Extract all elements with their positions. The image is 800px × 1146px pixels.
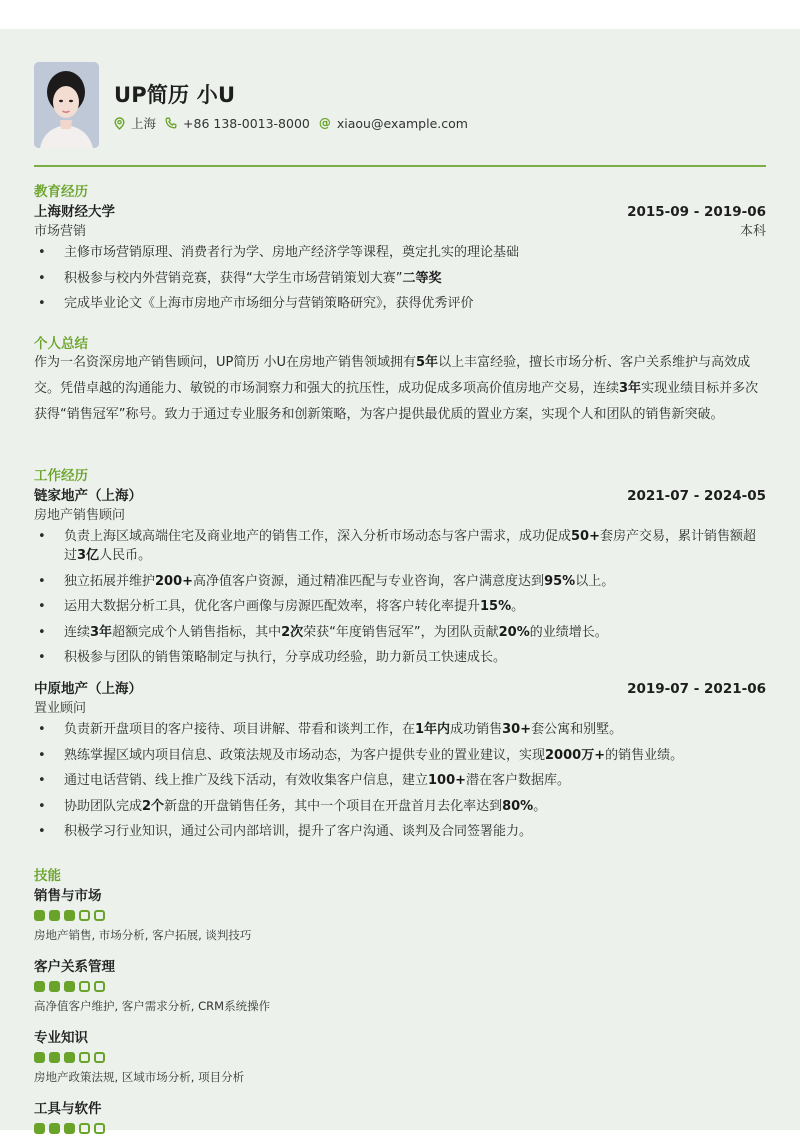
list-item: • 完成毕业论文《上海市房地产市场细分与营销策略研究》，获得优秀评价 <box>34 294 766 313</box>
portrait-icon <box>34 62 99 148</box>
job-entry <box>34 677 766 841</box>
summary-title: 个人总结 <box>34 336 88 352</box>
skill-keywords: 高净值客户维护, 客户需求分析, CRM系统操作 <box>34 999 271 1013</box>
rating-dot-empty <box>94 910 105 921</box>
major: 市场营销 <box>34 224 87 239</box>
skills-section <box>34 864 766 1146</box>
rating-dot-filled <box>49 1123 60 1134</box>
list-item: • 连续3年超额完成个人销售指标，其中2次荣获“年度销售冠军”，为团队贡献20%的业绩增长。 <box>34 623 766 642</box>
work-title: 工作经历 <box>34 468 88 484</box>
job-header-row <box>34 484 766 504</box>
job-bullets <box>34 720 766 841</box>
rating-dot-filled <box>64 1052 75 1063</box>
resume-page <box>0 29 800 1130</box>
rating-dot-empty <box>94 981 105 992</box>
degree: 本科 <box>739 224 766 239</box>
skill-name: 客户关系管理 <box>34 959 115 975</box>
job-header-row <box>34 677 766 697</box>
school-name: 上海财经大学 <box>34 204 115 220</box>
skill-level-rating <box>34 910 766 921</box>
list-item: • 独立拓展并维护200+高净值客户资源，通过精准匹配与专业咨询，客户满意度达到95%以上。 <box>34 572 766 591</box>
skills-title: 技能 <box>34 868 61 884</box>
rating-dot-filled <box>34 1052 45 1063</box>
list-item: • 协助团队完成2个新盘的开盘销售任务，其中一个项目在开盘首月去化率达到80%。 <box>34 797 766 816</box>
company-name: 中原地产（上海） <box>34 681 142 697</box>
candidate-name: UP简历 小U <box>114 83 236 107</box>
skill-item <box>34 1097 766 1134</box>
skill-level-rating <box>34 1052 766 1063</box>
job-dates: 2019-07 - 2021-06 <box>627 681 766 697</box>
list-item: • 运用大数据分析工具，优化客户画像与房源匹配效率，将客户转化率提升15%。 <box>34 597 766 616</box>
rating-dot-filled <box>49 981 60 992</box>
skill-name: 销售与市场 <box>34 888 102 904</box>
rating-dot-filled <box>34 981 45 992</box>
rating-dot-filled <box>34 1123 45 1134</box>
rating-dot-empty <box>94 1052 105 1063</box>
contact-info <box>114 114 477 132</box>
summary-text: 作为一名资深房地产销售顾问，UP简历 小U在房地产销售领域拥有5年以上丰富经验，擅长市场分析、客户关系维护与高效成交。凭借卓越的沟通能力、敏锐的市场洞察力和强大的抗压性，成功促成多项高价值房地产交易，连续3年实现业绩目标并多次获得“销售冠军”称号。致力于通过专业服务和创新策略，为客户提供最优质的置业方案，实现个人和团队的销售新突破。 <box>34 355 759 422</box>
at-sign-icon: @ <box>318 116 331 130</box>
email-text[interactable]: xiaou@example.com <box>336 115 468 131</box>
skill-item <box>34 955 766 1014</box>
education-section <box>34 180 766 320</box>
rating-dot-filled <box>64 910 75 921</box>
header-divider <box>34 165 766 167</box>
skill-keywords: 房地产政策法规, 区域市场分析, 项目分析 <box>34 1070 245 1084</box>
work-section <box>34 464 766 848</box>
skill-name: 专业知识 <box>34 1030 88 1046</box>
rating-dot-filled <box>64 1123 75 1134</box>
job-entry <box>34 484 766 667</box>
rating-dot-empty <box>79 981 90 992</box>
rating-dot-empty <box>79 1123 90 1134</box>
company-name: 链家地产（上海） <box>34 488 142 504</box>
top-margin <box>0 0 800 29</box>
education-dates: 2015-09 - 2019-06 <box>627 204 766 220</box>
list-item: • 负责新开盘项目的客户接待、项目讲解、带看和谈判工作，在1年内成功销售30+套公寓和别墅。 <box>34 720 766 739</box>
job-role: 房地产销售顾问 <box>34 508 126 523</box>
resume-header <box>34 62 766 152</box>
profile-photo <box>34 62 99 148</box>
phone-icon <box>165 117 177 129</box>
rating-dot-empty <box>79 1052 90 1063</box>
location-pin-icon <box>114 117 125 130</box>
skill-level-rating <box>34 1123 766 1134</box>
rating-dot-empty <box>94 1123 105 1134</box>
education-header-row <box>34 200 766 220</box>
rating-dot-filled <box>49 910 60 921</box>
job-bullets <box>34 527 766 667</box>
list-item: • 积极参与校内外营销竞赛，获得“大学生市场营销策划大赛”二等奖 <box>34 269 766 288</box>
education-sub-row <box>34 220 766 239</box>
education-title: 教育经历 <box>34 184 88 200</box>
rating-dot-filled <box>49 1052 60 1063</box>
job-role: 置业顾问 <box>34 701 87 716</box>
education-bullets <box>34 243 766 313</box>
list-item: • 通过电话营销、线上推广及线下活动，有效收集客户信息，建立100+潜在客户数据库。 <box>34 771 766 790</box>
skill-item <box>34 884 766 943</box>
job-dates: 2021-07 - 2024-05 <box>627 488 766 504</box>
rating-dot-empty <box>79 910 90 921</box>
list-item: • 负责上海区域高端住宅及商业地产的销售工作，深入分析市场动态与客户需求，成功促成50+套房产交易，累计销售额超过3亿人民币。 <box>34 527 766 565</box>
skill-item <box>34 1026 766 1085</box>
rating-dot-filled <box>64 981 75 992</box>
summary-section <box>34 332 766 428</box>
skill-name: 工具与软件 <box>34 1101 102 1117</box>
list-item: • 熟练掌握区域内项目信息、政策法规及市场动态，为客户提供专业的置业建议，实现2000万+的销售业绩。 <box>34 746 766 765</box>
list-item: • 积极学习行业知识，通过公司内部培训，提升了客户沟通、谈判及合同签署能力。 <box>34 822 766 841</box>
phone-text: +86 138-0013-8000 <box>183 115 310 131</box>
skill-keywords: 房地产销售, 市场分析, 客户拓展, 谈判技巧 <box>34 928 252 942</box>
rating-dot-filled <box>34 910 45 921</box>
list-item: • 积极参与团队的销售策略制定与执行，分享成功经验，助力新员工快速成长。 <box>34 648 766 667</box>
skill-level-rating <box>34 981 766 992</box>
list-item: • 主修市场营销原理、消费者行为学、房地产经济学等课程，奠定扎实的理论基础 <box>34 243 766 262</box>
location-text: 上海 <box>131 116 157 131</box>
